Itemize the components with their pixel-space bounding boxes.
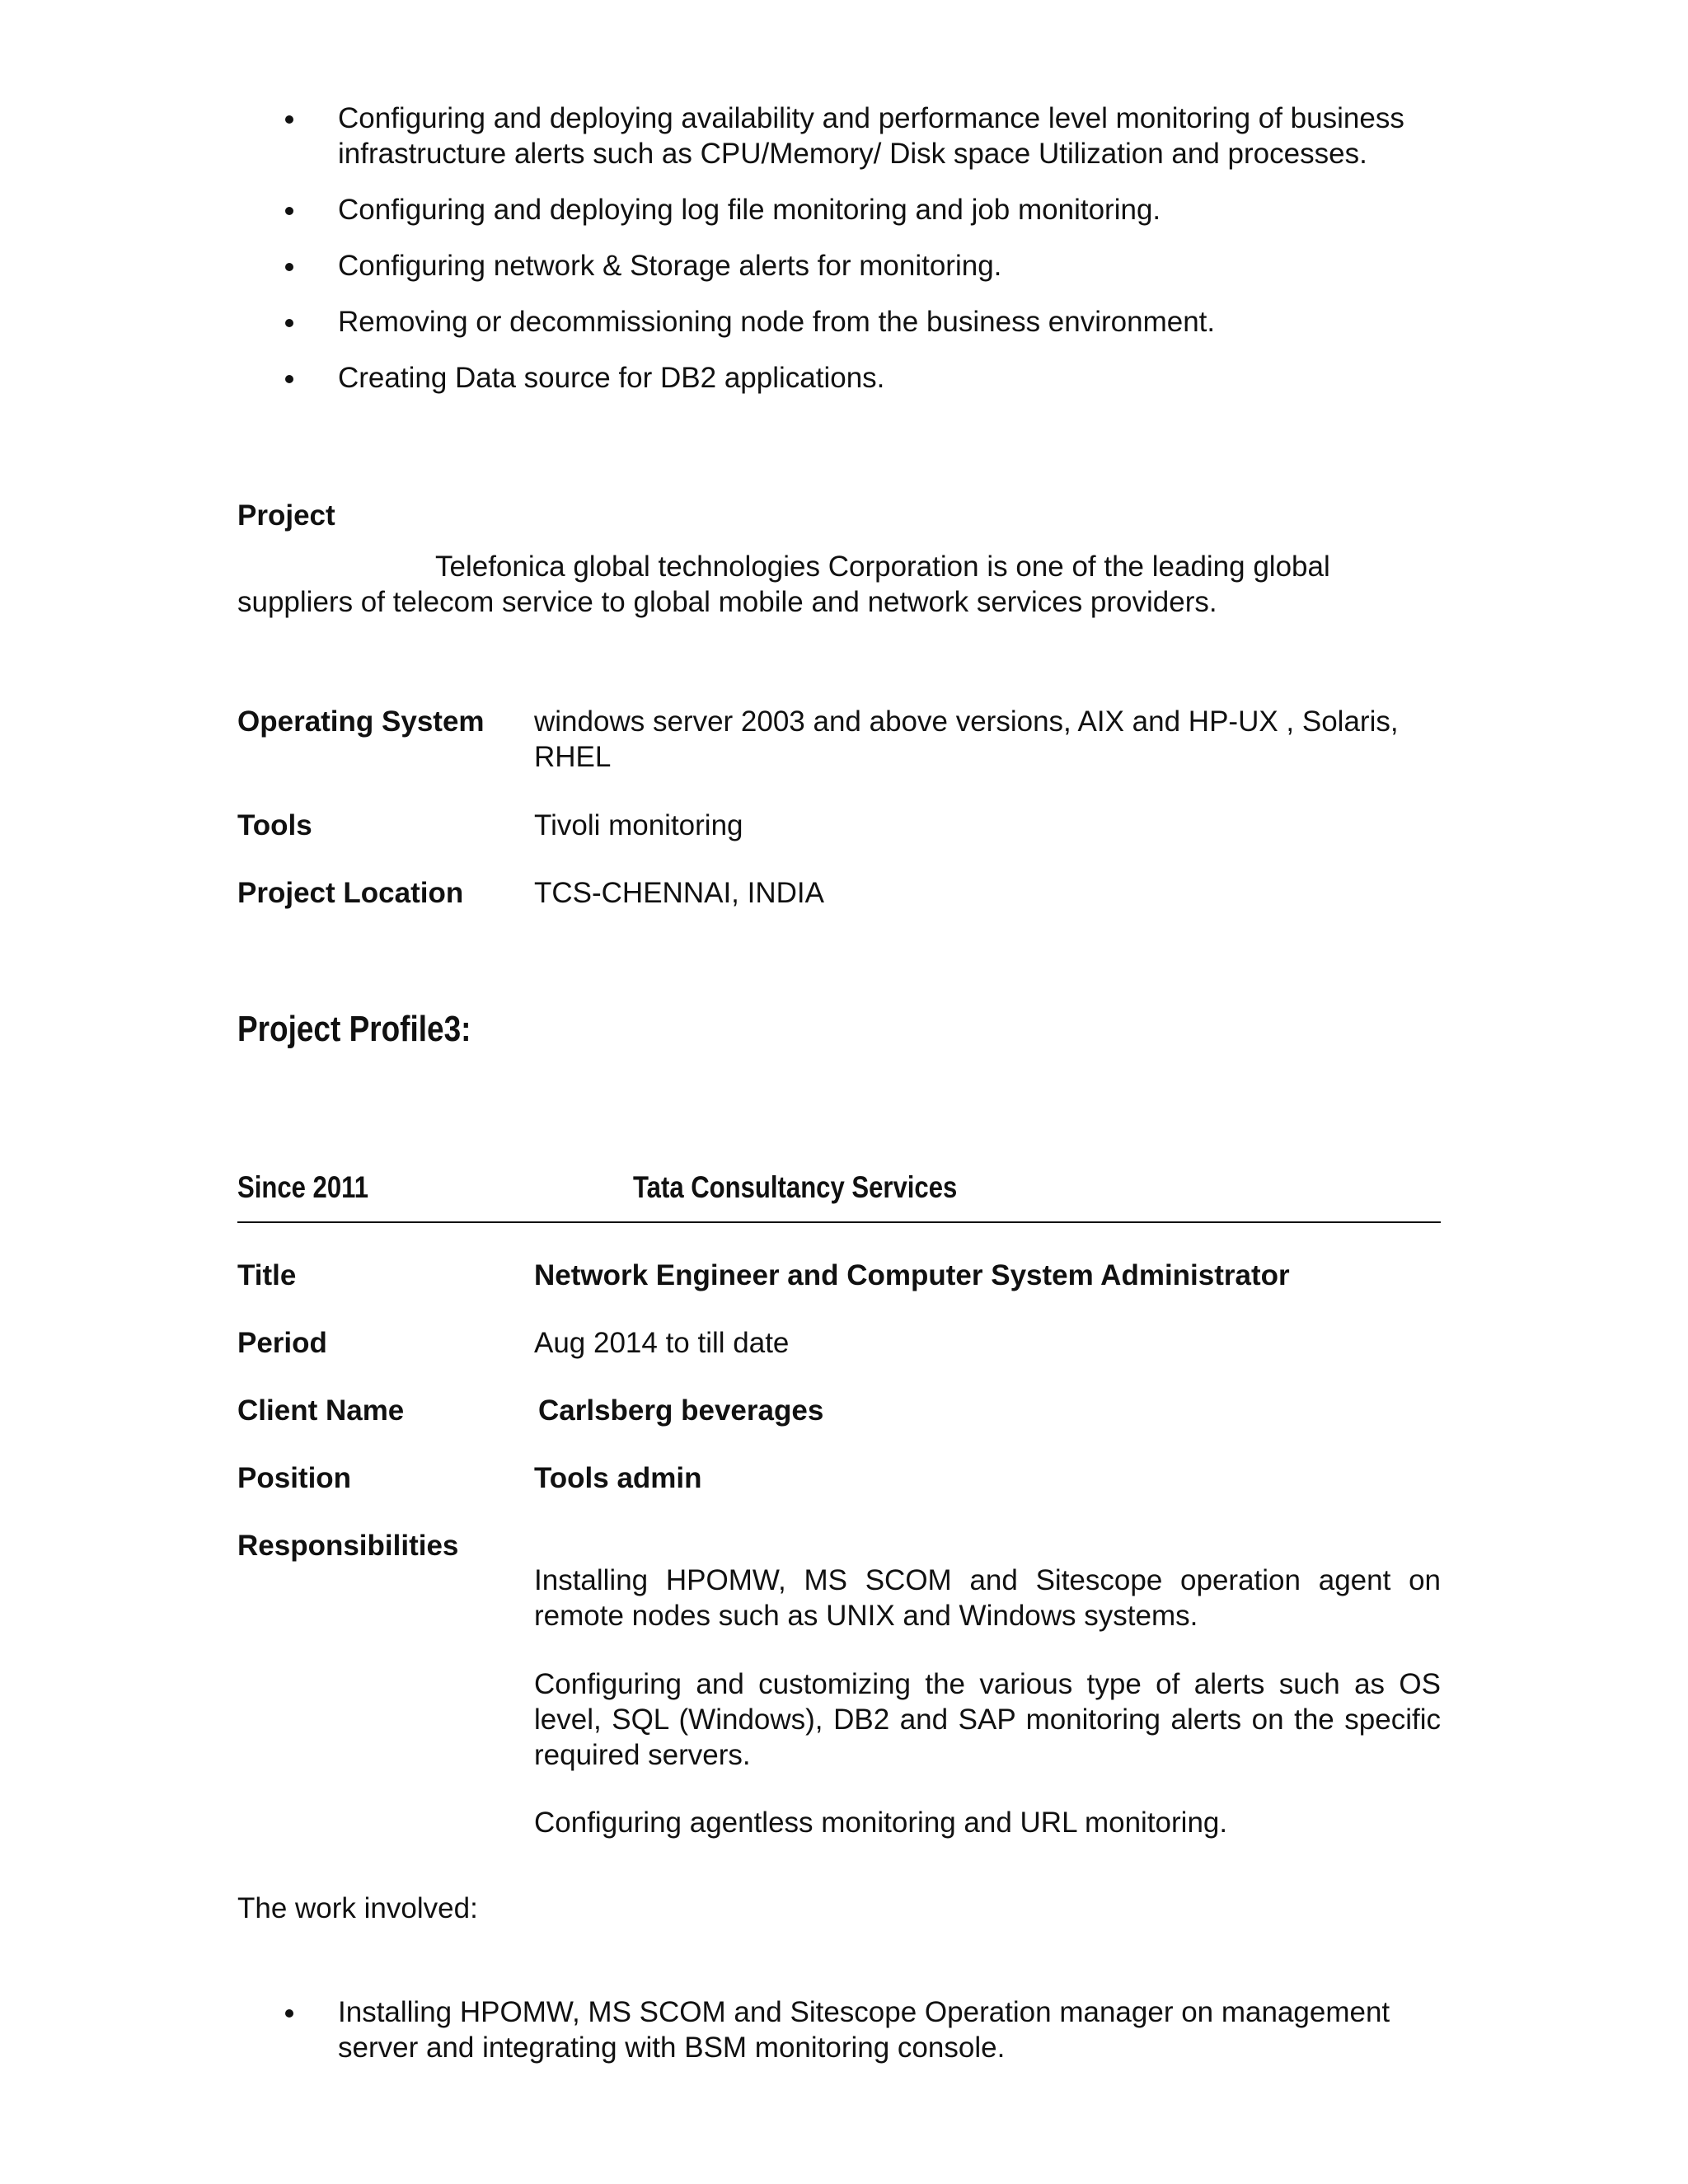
client-name-value: Carlsberg beverages	[538, 1394, 824, 1427]
list-item: Removing or decommissioning node from the business environment.	[237, 304, 1441, 340]
period-label: Period	[237, 1327, 327, 1359]
project-location-label: Project Location	[237, 877, 464, 909]
since-year: Since 2011	[237, 1170, 368, 1204]
bullet-dot-icon	[285, 319, 293, 327]
bullet-dot-icon	[285, 2009, 293, 2018]
section-heading: Project Profile3:	[237, 1009, 471, 1049]
operating-system-value: windows server 2003 and above versions, AIX and HP-UX , Solaris, RHEL	[534, 705, 1399, 773]
client-name-label: Client Name	[237, 1394, 405, 1427]
period-value: Aug 2014 to till date	[534, 1327, 790, 1359]
bullet-dot-icon	[285, 207, 293, 215]
responsibility-item: Installing HPOMW, MS SCOM and Sitescope operation agent on remote nodes such as UNIX and Windows systems.	[534, 1564, 1441, 1632]
title-label: Title	[237, 1259, 297, 1291]
title-value: Network Engineer and Computer System Administrator	[534, 1259, 1290, 1291]
project-label: Project	[237, 499, 335, 532]
bullet-dot-icon	[285, 115, 293, 124]
bullet-dot-icon	[285, 375, 293, 383]
list-item: Configuring and deploying log file monitoring and job monitoring.	[237, 192, 1441, 227]
list-item: Configuring network & Storage alerts for monitoring.	[237, 248, 1441, 284]
responsibility-item: Configuring and customizing the various type of alerts such as OS level, SQL (Windows), DB2 and SAP monitoring alerts on the specific required servers.	[534, 1668, 1441, 1771]
bullet-list-work	[237, 1994, 1441, 2065]
list-item: Creating Data source for DB2 applications.	[237, 360, 1441, 396]
horizontal-rule	[237, 1221, 1441, 1223]
bullet-dot-icon	[285, 263, 293, 271]
position-value: Tools admin	[534, 1462, 702, 1494]
project-location-value: TCS-CHENNAI, INDIA	[534, 877, 824, 909]
responsibilities-label: Responsibilities	[237, 1530, 459, 1562]
tools-label: Tools	[237, 809, 312, 841]
list-item: Configuring and deploying availability and performance level monitoring of business infrastructure alerts such as CPU/Memory/ Disk space Utilization and processes.	[237, 101, 1441, 171]
list-item: Installing HPOMW, MS SCOM and Sitescope Operation manager on management server and integrating with BSM monitoring console.	[237, 1994, 1441, 2065]
company-name: Tata Consultancy Services	[633, 1170, 958, 1204]
operating-system-label: Operating System	[237, 705, 485, 738]
bullet-list-top	[237, 101, 1441, 416]
work-involved-label: The work involved:	[237, 1892, 478, 1924]
position-label: Position	[237, 1462, 352, 1494]
project-description: Telefonica global technologies Corporation is one of the leading global suppliers of telecom service to global mobile and network services providers.	[237, 551, 1330, 618]
responsibility-item: Configuring agentless monitoring and URL monitoring.	[534, 1807, 1228, 1839]
tools-value: Tivoli monitoring	[534, 809, 743, 841]
